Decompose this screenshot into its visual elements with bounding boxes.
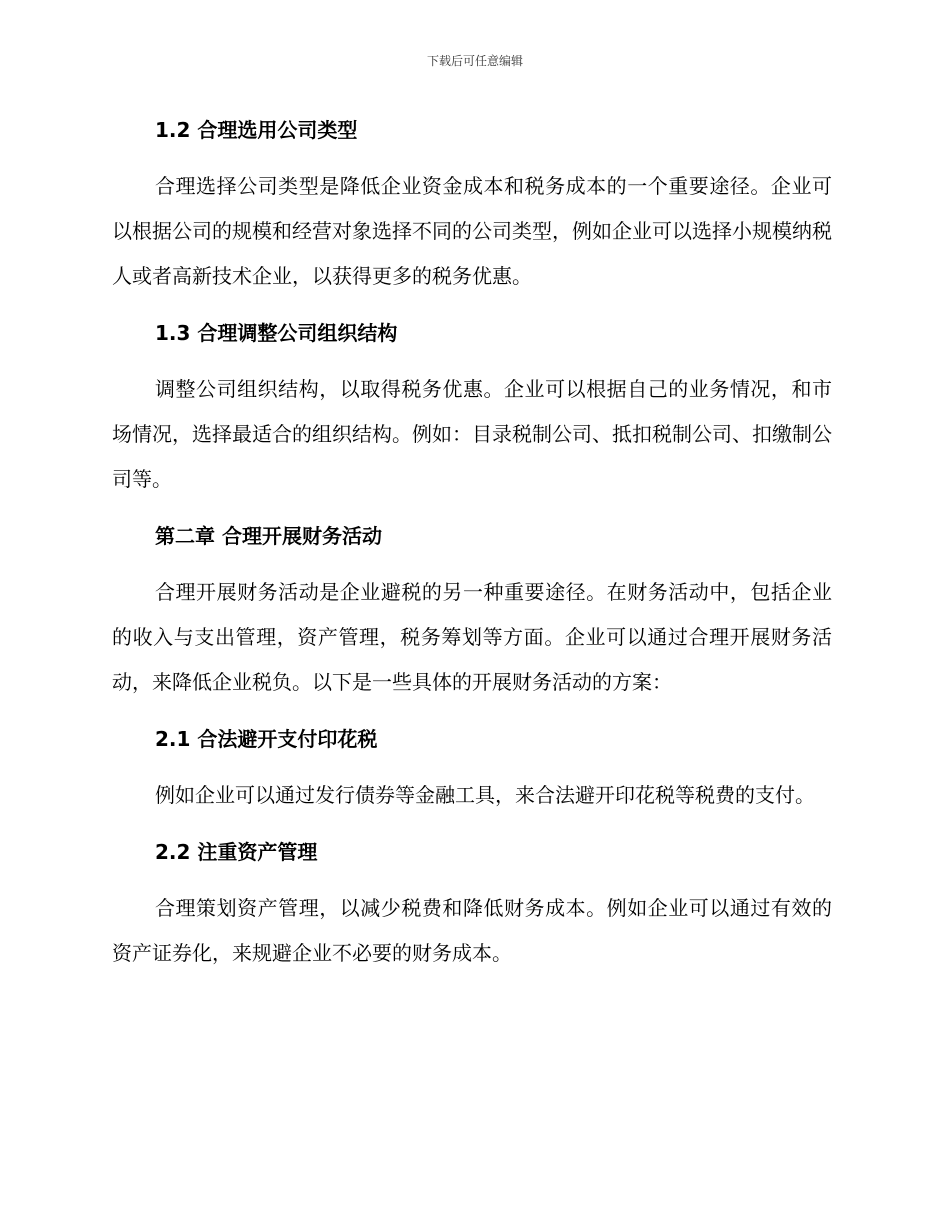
section-paragraph-2-1: 例如企业可以通过发行债券等金融工具，来合法避开印花税等税费的支付。 bbox=[155, 783, 815, 807]
section-paragraph-1-2: 合理选择公司类型是降低企业资金成本和税务成本的一个重要途径。企业可以根据公司的规模和经营对象选择不同的公司类型，例如企业可以选择小规模纳税人或者高新技术企业，以获得更多的税务优惠。 bbox=[112, 174, 832, 288]
section-heading-2-2: 2.2 注重资产管理 bbox=[155, 840, 318, 864]
section-heading-2-1: 2.1 合法避开支付印花税 bbox=[155, 727, 378, 751]
section-heading-1-2: 1.2 合理选用公司类型 bbox=[155, 118, 358, 142]
page-header-note: 下载后可任意编辑 bbox=[426, 54, 523, 68]
document-body bbox=[112, 108, 832, 988]
section-paragraph-2-2: 合理策划资产管理，以减少税费和降低财务成本。例如企业可以通过有效的资产证券化，来规避企业不必要的财务成本。 bbox=[112, 896, 832, 965]
chapter-paragraph-2: 合理开展财务活动是企业避税的另一种重要途径。在财务活动中，包括企业的收入与支出管理，资产管理，税务筹划等方面。企业可以通过合理开展财务活动，来降低企业税负。以下是一些具体的开展财务活动的方案： bbox=[112, 580, 832, 694]
section-heading-1-3: 1.3 合理调整公司组织结构 bbox=[155, 321, 398, 345]
chapter-heading-2: 第二章 合理开展财务活动 bbox=[155, 524, 382, 548]
section-paragraph-1-3: 调整公司组织结构，以取得税务优惠。企业可以根据自己的业务情况，和市场情况，选择最适合的组织结构。例如：目录税制公司、抵扣税制公司、扣缴制公司等。 bbox=[112, 377, 832, 491]
